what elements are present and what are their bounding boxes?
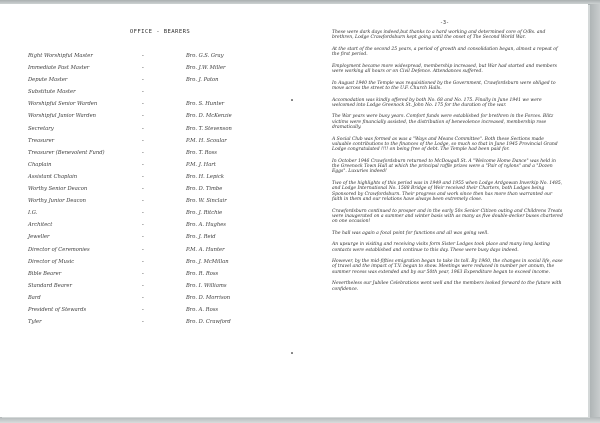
paragraph: The hall was again a focal point for functions and all was going well.	[332, 230, 489, 236]
officer-dash: -	[142, 222, 144, 229]
officer-row	[28, 269, 288, 281]
officer-dash: -	[142, 89, 144, 96]
officer-row	[28, 220, 288, 232]
officer-dash: -	[142, 246, 144, 253]
officer-dash: -	[142, 161, 144, 168]
officer-row	[28, 232, 288, 244]
officer-row	[28, 317, 288, 329]
officer-office: Depute Master	[28, 77, 68, 84]
officer-office: Assistant Chaplain	[28, 173, 78, 180]
officer-office: Worshipful Senior Warden	[28, 101, 98, 108]
officer-name: Bro. D. Morrison	[186, 294, 231, 301]
officer-row	[28, 160, 288, 172]
officer-name: Bro. T. Ross	[186, 149, 217, 156]
officer-dash: -	[142, 210, 144, 217]
officer-name: Bro. H. Lepick	[186, 173, 224, 180]
office-bearers-heading: OFFICE - BEARERS	[129, 29, 191, 35]
officer-dash: -	[142, 270, 144, 277]
officer-row	[28, 184, 288, 196]
officers-list	[28, 51, 288, 329]
officer-dash: -	[142, 53, 144, 59]
officer-office: I.G.	[28, 210, 38, 217]
officer-office: Substitute Master	[28, 89, 76, 96]
officer-office: Director of Music	[28, 258, 75, 265]
officer-row	[28, 305, 288, 317]
officer-office: Chaplain	[28, 161, 52, 168]
officer-office: Secretary	[28, 125, 54, 132]
officer-office: Worthy Junior Deacon	[28, 198, 86, 205]
officer-row	[28, 136, 288, 148]
paragraph: In August 1940 the Temple was requisitioned by the Government, Crawfordsburn were obliged to move across the street to the U.F. Church Halls.	[332, 80, 556, 91]
officer-name: P.M. H. Scoular	[186, 137, 227, 144]
officer-name: Bro. I. Williams	[186, 282, 227, 289]
officer-office: Standard Bearer	[28, 282, 72, 289]
officer-name: Bro. J. Ritchie	[186, 210, 223, 217]
officer-dash: -	[142, 198, 144, 205]
paragraph: A Social Club was formed as was a "Ways and Means Committee". Both these Sections made valuable contributions to the finances of the Lodge, so much so that in June 1945 Provincial Grand Lodge congratulated !!!! on being free of debt. The Temple had been paid for.	[332, 136, 558, 153]
officer-office: Treasurer	[28, 137, 55, 144]
officer-office: Worshipful Junior Warden	[28, 113, 96, 120]
scan-speck	[291, 352, 293, 354]
officer-name: Bro. W. Sinclair	[186, 198, 227, 205]
officer-dash: -	[142, 149, 144, 156]
officer-dash: -	[142, 186, 144, 193]
officer-row	[28, 63, 288, 75]
officer-office: Treasurer (Benevolent Fund)	[28, 149, 105, 156]
officer-office: Bard	[28, 294, 41, 301]
officer-name: Bro. R. Ross	[186, 270, 219, 277]
paragraph: At the start of the second 25 years, a period of growth and consolidation began, almost a repeat of the first period.	[332, 46, 558, 58]
officer-office: Right Worshipful Master	[28, 53, 93, 59]
officer-dash: -	[142, 125, 144, 132]
officer-name: Bro. A. Hughes	[186, 222, 226, 229]
officer-row	[28, 257, 288, 269]
officer-name: Bro. J. Paton	[186, 77, 219, 84]
officer-dash: -	[142, 101, 144, 108]
officer-name: Bro. S. Hunter	[186, 101, 225, 108]
officer-name: Bro. D. Timbe	[186, 186, 223, 193]
officer-name: Bro. J. Reid	[186, 234, 216, 241]
officer-row	[28, 245, 288, 257]
officer-dash: -	[142, 294, 144, 301]
officer-name: P.M. A. Hunter	[186, 246, 225, 253]
officer-office: President of Stewards	[28, 306, 87, 313]
paragraph: However, by the mid-fifties emigration began to take its toll. By 1960, the changes in social life, ease of travel and the impact of T.V. began to show. Meetings were reduced in number per annum, the summer recess was extended and by our 50th year, 1963 Expenditure began to exceed income.	[332, 259, 563, 275]
officer-row	[28, 208, 288, 220]
paragraph: Two of the highlights of this period was in 1949 and 1955 when Lodge Ardgowan Inverkip No. 1485, and Lodge International No. 1588 Bridge of Weir received their Charters, both Lodges being Sponsored by Crawfordsburn. Their progress and work since then has more than warranted our faith in them and our relations have always been extremely close.	[332, 181, 563, 202]
officer-row	[28, 148, 288, 160]
paragraph: Employment became more widespread, membership increased, but War had started and members were working all hours or on Civil Defence. Attendances suffered.	[332, 63, 557, 75]
paragraph: Accomodation was kindly offered by both No. 68 and No. 175. Finally in June 1941 we were welcomed into Lodge Greenock St. John No. 175 for the duration of the war.	[332, 97, 542, 108]
officer-dash: -	[142, 65, 144, 72]
officer-office: Jeweller	[28, 234, 50, 241]
officer-name: Bro. D. McKenzie	[186, 113, 232, 120]
officer-dash: -	[142, 306, 144, 313]
paragraph: These were dark days indeed,but thanks to a hard working and determined core of O/Bs. and brethren, Lodge Crawfordsburn kept going until the onset of The Second World War.	[332, 30, 546, 41]
officer-name: Bro. J. McMillan	[186, 258, 229, 265]
officer-row	[28, 99, 288, 111]
scan-speck	[291, 99, 293, 101]
officer-dash: -	[142, 282, 144, 289]
officer-row	[28, 87, 288, 99]
officer-dash: -	[142, 113, 144, 120]
officer-name: Bro. J.W. Miller	[186, 65, 226, 72]
officer-office: Tyler	[28, 319, 42, 326]
paragraph: Nevertheless our Jubilee Celebrations went well and the members looked forward to the future with confidence.	[332, 281, 562, 292]
officer-dash: -	[142, 234, 144, 241]
officer-name: Bro. T. Stevenson	[186, 125, 232, 132]
officer-dash: -	[142, 77, 144, 84]
officer-office: Immediate Past Master	[28, 65, 90, 72]
officer-row	[28, 196, 288, 208]
officer-office: Worthy Senior Deacon	[28, 186, 88, 193]
paragraph: An upsurge in visiting and receiving visits form Sister Lodges took place and many long lasting contacts were established and continue to this day. These were busy days indeed.	[332, 242, 550, 253]
officer-row	[28, 293, 288, 305]
officer-row	[28, 51, 288, 63]
officer-office: Director of Ceremonies	[28, 246, 90, 253]
page-number: -3-	[440, 20, 450, 26]
paragraph: Crawfordsburn continued to prosper and in the early 50s Senior Citizen outing and Childrens Treats were inaugerated on a summer and winter basis with as many as five double-decker buses chartered on one occasion!	[332, 208, 563, 225]
officer-row	[28, 111, 288, 123]
officer-row	[28, 172, 288, 184]
officer-dash: -	[142, 258, 144, 265]
officer-dash: -	[142, 319, 144, 326]
officer-name: Bro. A. Ross	[186, 306, 219, 313]
officer-office: Bible Bearer	[28, 270, 62, 277]
officer-row	[28, 124, 288, 136]
paragraph: In October 1946 Crawfordsburn returned to McDougall St. A "Welcome Home Dance" was held in the Greenock Town Hall at which the principal raffle prizes were a "Pair of nylons" and a "Dozen Eggs". Luxuries indeed!	[332, 158, 556, 175]
scan-right-edge	[588, 4, 600, 423]
officer-office: Architect	[28, 222, 53, 229]
document-spread	[0, 4, 588, 417]
history-text	[332, 30, 564, 298]
officer-dash: -	[142, 173, 144, 180]
officer-dash: -	[142, 137, 144, 144]
officer-name: Bro. D. Crawford	[186, 319, 231, 326]
officer-row	[28, 75, 288, 87]
paragraph: The War years were busy years. Comfort funds were established for brethren in the Forces. Blitz victims were financially assisted, the distribution of benevolence increased, membership rose dramatically.	[332, 114, 554, 131]
officer-name: Bro. G.S. Gray	[186, 53, 224, 59]
officer-row	[28, 281, 288, 293]
officer-name: P.M. J. Hart	[186, 161, 216, 168]
scan-bottom-edge	[0, 417, 600, 423]
